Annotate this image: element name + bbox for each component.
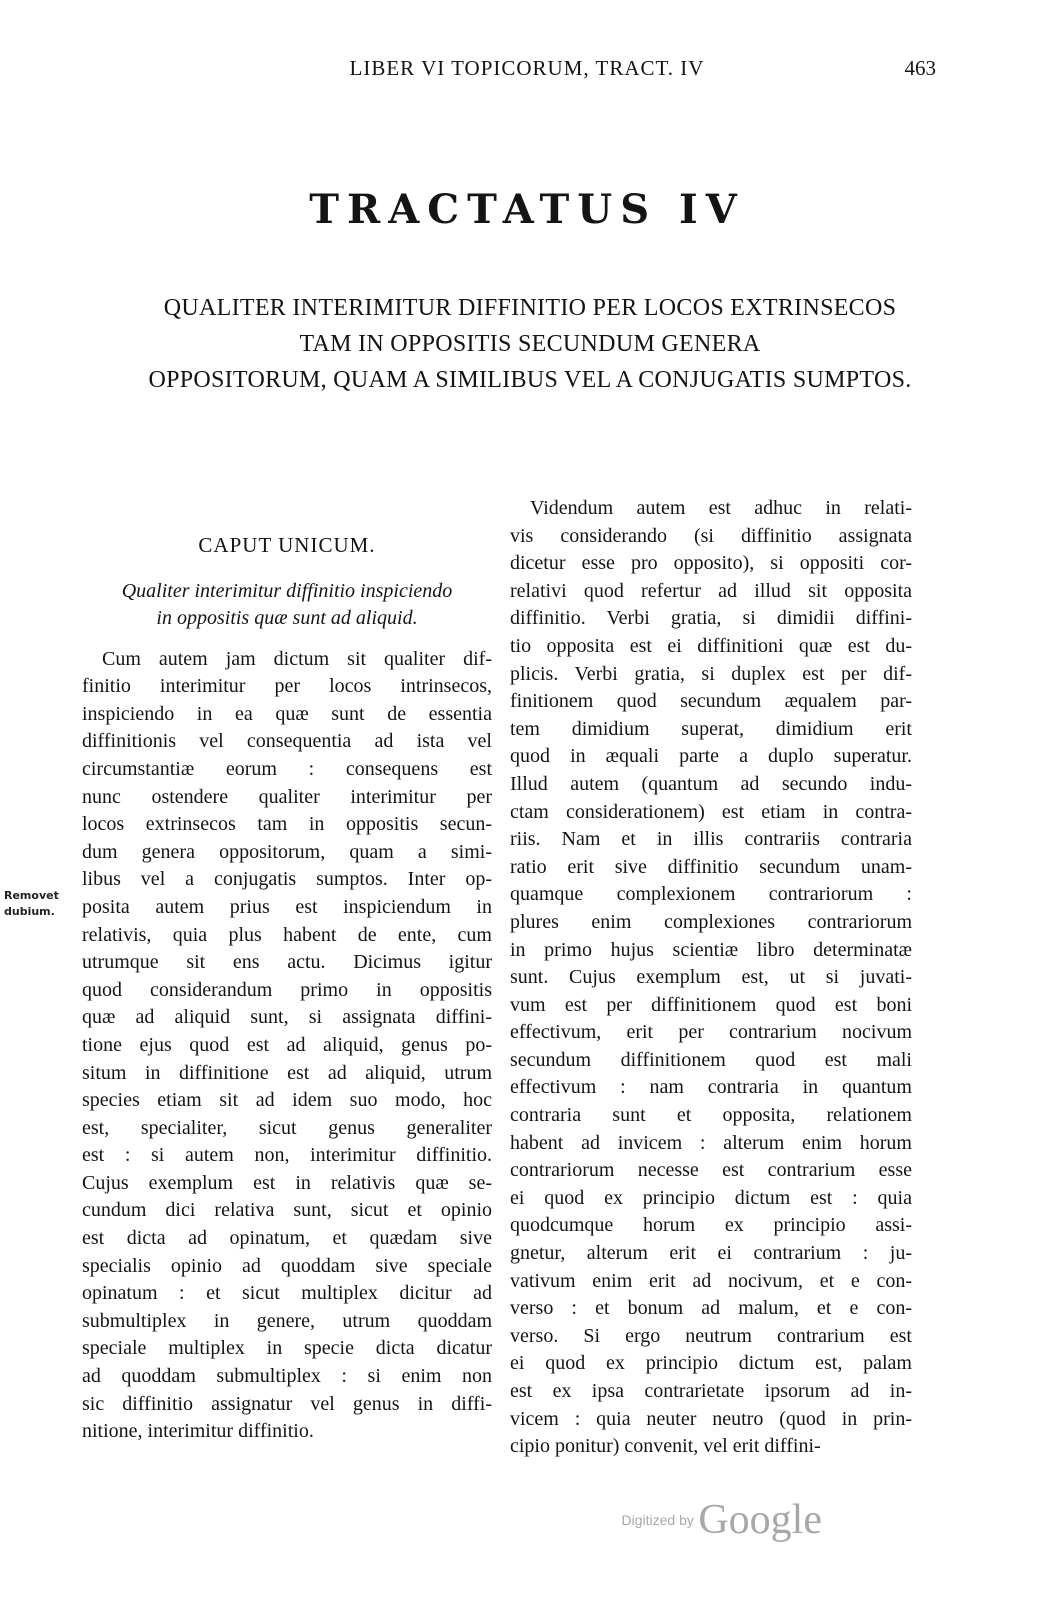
chapter-subtitle — [82, 578, 492, 632]
text-line: dum genera oppositorum, quam a simi- — [82, 840, 492, 863]
text-line: ratio erit sive diffinitio secundum unam- — [510, 855, 912, 878]
margin-note-line: dubium. — [4, 905, 55, 918]
text-line: plures enim complexiones contrariorum — [510, 910, 912, 933]
text-line: quæ ad aliquid sunt, si assignata diffini- — [82, 1006, 492, 1029]
text-line: dicetur esse pro opposito), si oppositi cor- — [510, 552, 912, 575]
text-line: sic diffinitio assignatur vel genus in diffi- — [82, 1392, 492, 1415]
text-line: diffinitio. Verbi gratia, si dimidii diffini- — [510, 607, 912, 630]
digitized-by-google-watermark — [522, 1496, 822, 1556]
text-line: riis. Nam et in illis contrariis contraria — [510, 828, 912, 851]
right-column — [510, 495, 912, 1461]
text-line: habent ad invicem : alterum enim horum — [510, 1131, 912, 1154]
text-line: Cujus exemplum est in relativis quæ se- — [82, 1171, 492, 1194]
text-line: cipio ponitur) convenit, vel erit diffini- — [510, 1435, 821, 1458]
text-line: in primo hujus scientiæ libro determinatæ — [510, 938, 912, 961]
text-line: cundum dici relativa sunt, sicut et opinio — [82, 1199, 492, 1222]
text-line: libus vel a conjugatis sumptos. Inter op- — [82, 868, 492, 891]
text-line: ei quod ex principio dictum est : quia — [510, 1186, 912, 1209]
text-line: locos extrinsecos tam in oppositis secun- — [82, 813, 492, 836]
text-line: vicem : quia neuter neutro (quod in prin- — [510, 1407, 912, 1430]
text-line: circumstantiæ eorum : consequens est — [82, 757, 492, 780]
text-line: gnetur, alterum erit ei contrarium : ju- — [510, 1242, 912, 1265]
text-line: est ex ipsa contrarietate ipsorum ad in- — [510, 1380, 912, 1402]
google-logo: Google — [698, 1497, 822, 1543]
tractatus-subtitle — [80, 290, 980, 398]
text-line: quod considerandum primo in oppositis — [82, 978, 492, 1001]
text-line: diffinitionis vel consequentia ad ista vel — [82, 730, 492, 753]
text-line: vum est per diffinitionem quod est boni — [510, 993, 912, 1016]
text-line: nitione, interimitur diffinitio. — [82, 1420, 314, 1443]
text-line: relativi quod refertur ad illud sit opposita — [510, 579, 912, 602]
text-line: secundum diffinitionem quod est mali — [510, 1048, 912, 1071]
text-line: est : si autem non, interimitur diffinitio. — [82, 1144, 492, 1167]
running-title: LIBER VI TOPICORUM, TRACT. IV — [349, 56, 705, 80]
chapter-heading: CAPUT UNICUM. — [198, 533, 376, 557]
text-line: ei quod ex principio dictum est, palam — [510, 1352, 912, 1375]
text-line: quod in æquali parte a duplo superatur. — [510, 745, 912, 768]
text-line: submultiplex in genere, utrum quoddam — [82, 1309, 492, 1332]
text-line: Cum autem jam dictum sit qualiter dif- — [102, 647, 492, 670]
text-line: plicis. Verbi gratia, si duplex est per dif- — [510, 662, 912, 685]
text-line: ad quoddam submultiplex : si enim non — [82, 1365, 492, 1388]
text-line: est dicta ad opinatum, et quædam sive — [82, 1227, 492, 1250]
left-column-text — [82, 646, 492, 1446]
chapter-subtitle-line: Qualiter interimitur diffinitio inspiciendo — [121, 579, 453, 602]
text-line: finitio interimitur per locos intrinsecos, — [82, 675, 492, 698]
text-line: inspiciendo in ea quæ sunt de essentia — [82, 702, 492, 725]
text-line: tione ejus quod est ad aliquid, genus po- — [82, 1033, 492, 1056]
text-line: quamque complexionem contrariorum : — [510, 883, 912, 906]
text-line: contrariorum necesse est contrarium esse — [510, 1159, 912, 1182]
text-line: vis considerando (si diffinitio assignata — [510, 524, 912, 547]
text-line: finitionem quod secundum æqualem par- — [510, 690, 912, 713]
text-line: verso : et bonum ad malum, et e con- — [510, 1297, 912, 1320]
text-line: est, specialiter, sicut genus generaliter — [82, 1116, 492, 1139]
text-line: situm in diffinitione est ad aliquid, utrum — [82, 1061, 492, 1084]
text-line: Illud autem (quantum ad secundo indu- — [510, 772, 912, 795]
text-line: nunc ostendere qualiter interimitur per — [82, 785, 492, 808]
text-line: verso. Si ergo neutrum contrarium est — [510, 1324, 912, 1347]
text-line: sunt. Cujus exemplum est, ut si juvati- — [510, 966, 912, 989]
text-line: ctam considerationem) est etiam in contra- — [510, 800, 912, 823]
text-line: tem dimidium superat, dimidium erit — [510, 717, 912, 740]
text-line: effectivum : nam contraria in quantum — [510, 1076, 912, 1099]
page-number: 463 — [904, 56, 936, 80]
text-line: utrumque sit ens actu. Dicimus igitur — [82, 951, 492, 974]
margin-note — [4, 888, 74, 920]
text-line: Videndum autem est adhuc in relati- — [530, 497, 912, 519]
text-line: tio opposita est ei diffinitioni quæ est du- — [510, 634, 912, 657]
text-line: speciale multiplex in specie dicta dicatur — [82, 1337, 492, 1360]
tractatus-title: TRACTATUS IV — [309, 186, 745, 233]
text-line: vativum enim erit ad nocivum, et e con- — [510, 1269, 912, 1292]
chapter-subtitle-line: in oppositis quæ sunt ad aliquid. — [156, 606, 418, 629]
left-column — [82, 520, 492, 1446]
subtitle-line: OPPOSITORUM, QUAM A SIMILIBUS VEL A CONJUGATIS SUMPTOS. — [148, 367, 912, 393]
text-line: opinatum : et sicut multiplex dicitur ad — [82, 1282, 492, 1305]
digitized-by-text: Digitized by — [621, 1512, 694, 1528]
text-line: specialis opinio ad quoddam sive speciale — [82, 1254, 492, 1277]
subtitle-line: TAM IN OPPOSITIS SECUNDUM GENERA — [299, 331, 761, 357]
right-column-text — [510, 495, 912, 1461]
running-head — [0, 56, 1054, 92]
text-line: species etiam sit ad idem suo modo, hoc — [82, 1089, 492, 1112]
text-line: relativis, quia plus habent de ente, cum — [82, 923, 492, 946]
text-line: posita autem prius est inspiciendum in — [82, 895, 492, 918]
text-line: effectivum, erit per contrarium nocivum — [510, 1021, 912, 1044]
text-line: contraria sunt et opposita, relationem — [510, 1104, 912, 1127]
margin-note-line: Removet — [4, 889, 59, 902]
text-line: quodcumque horum ex principio assi- — [510, 1214, 912, 1237]
subtitle-line: QUALITER INTERIMITUR DIFFINITIO PER LOCOS EXTRINSECOS — [163, 295, 897, 321]
